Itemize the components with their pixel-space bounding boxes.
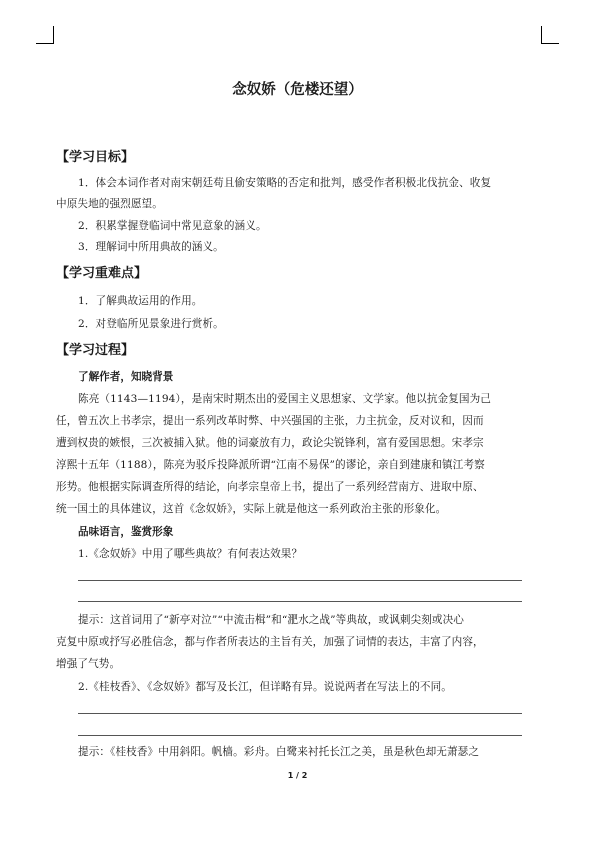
corner-mark-tl-h [36,43,54,44]
answer-line-2a [78,713,522,714]
language-section-heading: 品味语言，鉴赏形象 [78,526,174,538]
author-paragraph-line: 形势。他根据实际调查所得的结论，向孝宗皇帝上书，提出了一系列经营南方、进取中原、 [56,481,484,493]
objectives-heading: 【学习目标】 [56,150,135,165]
hint-2-line: 提示：《桂枝香》中用斜阳。帆樯。彩舟。白鹭来衬托长江之美，虽是秋色却无萧瑟之 [78,746,480,758]
corner-mark-tl-v [53,26,54,44]
hint-1-line: 增强了气势。 [56,658,121,670]
key-point-2: 2．对登临所见景象进行赏析。 [78,318,224,330]
answer-line-1b [78,601,522,602]
author-paragraph-line: 统一国土的具体建议，这首《念奴娇》，实际上就是他这一系列政治主张的形象化。 [56,503,447,515]
objective-1-line-2: 中原失地的强烈愿望。 [56,198,163,210]
key-point-1: 1．了解典故运用的作用。 [78,295,203,307]
question-2: 2.《桂枝香》、《念奴娇》都写及长江，但详略有异。说说两者在写法上的不同。 [78,681,452,693]
hint-1-line: 提示：这首词用了“新亭对泣”“中流击楫”和“淝水之战”等典故，或讽刺尖刻或决心 [78,614,464,626]
objective-1-line-1: 1．体会本词作者对南宋朝廷苟且偷安策略的否定和批判，感受作者积极北伐抗金、收复 [78,177,492,189]
author-paragraph-line: 遭到权贵的嫉恨，三次被捕入狱。他的词豪放有力，政论尖锐锋利，富有爱国思想。宋孝宗 [56,437,484,449]
objective-3: 3．理解词中所用典故的涵义。 [78,241,224,253]
corner-mark-tr-v [541,26,542,44]
corner-mark-tr-h [541,43,559,44]
answer-line-2b [78,735,522,736]
author-paragraph-line: 淳熙十五年（1188），陈亮为驳斥投降派所谓“江南不易保”的谬论，亲自到建康和镇江考察 [56,459,485,471]
answer-line-1a [78,580,522,581]
page-number: 1 / 2 [287,771,308,780]
objective-2: 2．积累掌握登临词中常见意象的涵义。 [78,220,267,232]
hint-1-line: 克复中原或抒写必胜信念，都与作者所表达的主旨有关，加强了词情的表达，丰富了内容， [56,636,484,648]
key-points-heading: 【学习重难点】 [56,266,148,281]
author-section-heading: 了解作者，知晓背景 [78,371,174,383]
author-paragraph-line: 任，曾五次上书孝宗，提出一系列改革时弊、中兴强国的主张，力主抗金，反对议和，因而 [56,415,484,427]
document-title: 念奴娇（危楼还望） [232,82,363,98]
process-heading: 【学习过程】 [56,343,135,358]
author-paragraph-line: 陈亮（1143—1194），是南宋时期杰出的爱国主义思想家、文学家。他以抗金复国为己 [78,393,492,405]
question-1: 1.《念奴娇》中用了哪些典故？有何表达效果？ [78,548,303,560]
